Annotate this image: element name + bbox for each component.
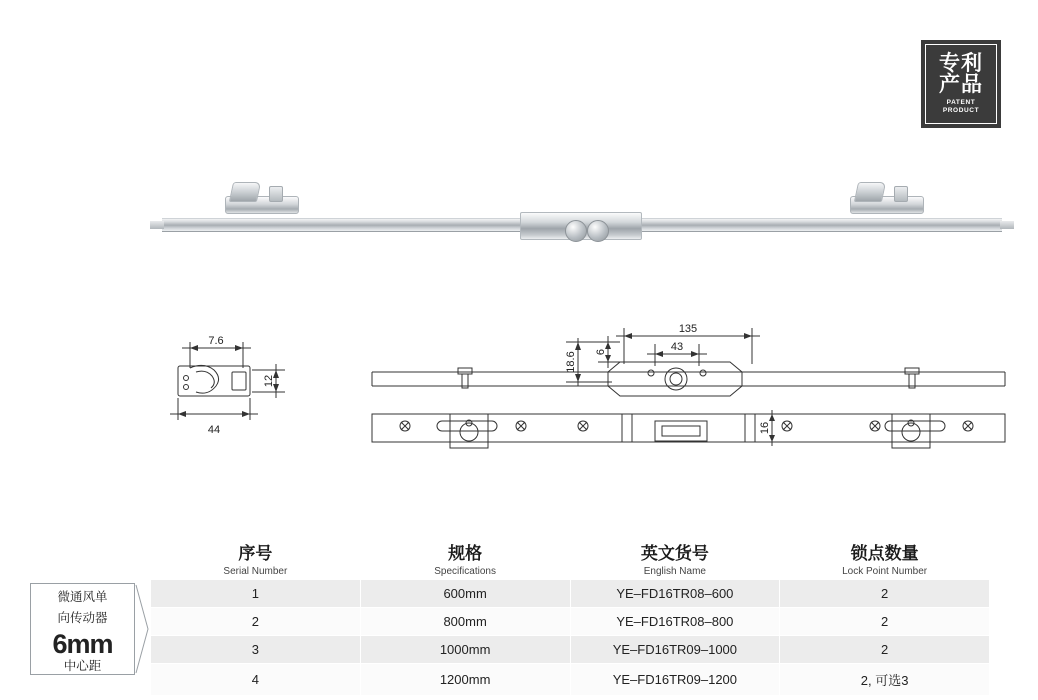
product-name-line2: 向传动器 <box>57 611 108 625</box>
table-row <box>151 636 990 664</box>
patent-badge-cn-line2: 产品 <box>939 73 983 96</box>
assembly-illustration <box>150 170 1020 250</box>
table-header-row <box>151 535 990 580</box>
dim-label-16: 16 <box>759 421 771 435</box>
dim-label-43: 43 <box>670 341 684 353</box>
product-name-line1: 微通风单 <box>57 590 108 604</box>
specification-table <box>150 535 990 696</box>
cell-spec: 1000mm <box>360 636 570 664</box>
cam-roller-right <box>587 220 609 242</box>
lock-point-stud <box>894 186 908 202</box>
cell-serial: 1 <box>151 580 361 608</box>
column-header-name-cn: 英文货号 <box>640 544 709 563</box>
cell-lockpoints: 2 <box>780 608 990 636</box>
cell-spec: 1200mm <box>360 664 570 696</box>
patent-badge-inner <box>925 44 997 124</box>
patent-badge-en-line1: PATENT <box>946 99 976 106</box>
lock-point-hook <box>229 182 261 202</box>
table-row <box>151 664 990 696</box>
lock-point-hook <box>854 182 886 202</box>
lock-point-right <box>850 182 922 218</box>
column-header-lockpoints <box>780 535 990 580</box>
cell-name: YE–FD16TR08–600 <box>570 580 780 608</box>
dim-label-135: 135 <box>678 323 698 335</box>
cell-spec: 800mm <box>360 608 570 636</box>
cell-spec: 600mm <box>360 580 570 608</box>
dim-label-18-6: 18.6 <box>565 351 577 373</box>
cam-roller-left <box>565 220 587 242</box>
patent-badge-cn-line1: 专利 <box>939 52 983 75</box>
column-header-lockpoints-cn: 锁点数量 <box>850 544 919 563</box>
technical-drawings <box>0 320 1038 460</box>
column-header-name <box>570 535 780 580</box>
patent-badge <box>921 40 1001 128</box>
label-bracket-icon <box>136 583 150 675</box>
column-header-serial-en: Serial Number <box>223 566 288 577</box>
dim-label-6: 6 <box>595 348 607 356</box>
cell-name: YE–FD16TR09–1200 <box>570 664 780 696</box>
column-header-spec <box>360 535 570 580</box>
lock-point-left <box>225 182 297 218</box>
cell-name: YE–FD16TR09–1000 <box>570 636 780 664</box>
column-header-serial <box>151 535 361 580</box>
cell-serial: 3 <box>151 636 361 664</box>
column-header-spec-cn: 规格 <box>448 544 483 563</box>
cell-lockpoints: 2 <box>780 580 990 608</box>
cell-lockpoints: 2 <box>780 636 990 664</box>
dim-label-44: 44 <box>207 424 221 436</box>
cell-serial: 4 <box>151 664 361 696</box>
dim-label-12: 12 <box>263 374 275 388</box>
patent-badge-en-line2: PRODUCT <box>942 107 980 114</box>
product-size: 6mm <box>52 629 113 659</box>
table-row <box>151 608 990 636</box>
column-header-spec-en: Specifications <box>434 566 496 577</box>
product-center-distance: 中心距 <box>63 659 102 673</box>
technical-drawing-svg <box>0 320 1038 460</box>
dim-label-7-6: 7.6 <box>208 335 224 347</box>
spec-table <box>150 535 990 696</box>
product-name-label <box>30 583 135 675</box>
column-header-serial-cn: 序号 <box>238 544 273 563</box>
cell-name: YE–FD16TR08–800 <box>570 608 780 636</box>
lock-point-stud <box>269 186 283 202</box>
cell-serial: 2 <box>151 608 361 636</box>
cell-lockpoints: 2, 可选3 <box>780 664 990 696</box>
column-header-lockpoints-en: Lock Point Number <box>842 566 928 577</box>
table-row <box>151 580 990 608</box>
column-header-name-en: English Name <box>643 566 706 577</box>
